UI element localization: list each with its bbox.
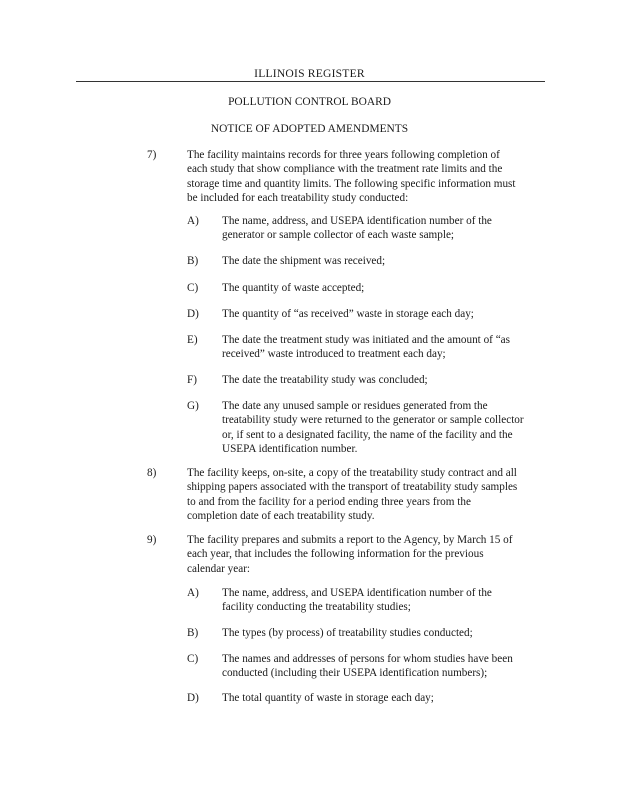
subitem-line: received” waste introduced to treatment each day; (222, 348, 446, 361)
subitem-line: generator or sample collector of each waste sample; (222, 229, 455, 242)
paragraph-line: shipping papers associated with the transport of treatability study samples (187, 481, 518, 494)
subitem-line: conducted (including their USEPA identification numbers); (222, 667, 488, 680)
paragraph-line: storage time and quantity limits. The following specific information must (187, 177, 516, 190)
subitem-line: The quantity of “as received” waste in storage each day; (222, 308, 474, 320)
notice-title: NOTICE OF ADOPTED AMENDMENTS (210, 123, 409, 135)
subitem-text (222, 373, 428, 387)
subitem-line: treatability study were returned to the generator or sample collector (222, 414, 524, 427)
subitem-line: The types (by process) of treatability studies conducted; (222, 627, 473, 639)
paragraph-line: calendar year: (187, 562, 251, 575)
item-number: 8) (147, 467, 157, 479)
subitem-text (222, 307, 474, 321)
subitem-text (222, 691, 434, 705)
subitem-line: The total quantity of waste in storage each day; (222, 692, 434, 704)
subitem-label: B) (187, 627, 199, 639)
subitem-line: USEPA identification number. (222, 443, 358, 456)
paragraph-line: to and from the facility for a period ending three years from the (187, 495, 471, 508)
paragraph-line: each year, that includes the following information for the previous (187, 548, 484, 561)
board-title: POLLUTION CONTROL BOARD (228, 96, 391, 108)
subitem-label: G) (187, 400, 199, 412)
subitem-text (222, 281, 364, 295)
paragraph-line: The facility keeps, on-site, a copy of the treatability study contract and all (187, 467, 517, 479)
subitem-line: The date the shipment was received; (222, 255, 386, 267)
paragraph-line: be included for each treatability study conducted: (187, 192, 409, 205)
subitem-text (222, 399, 524, 457)
subitem-line: The name, address, and USEPA identification number of the (222, 587, 492, 599)
item-paragraph (187, 148, 516, 206)
subitem-label: D) (187, 308, 199, 320)
subitem-line: facility conducting the treatability studies; (222, 601, 411, 614)
subitem-text (222, 214, 492, 243)
paragraph-line: The facility prepares and submits a report to the Agency, by March 15 of (187, 534, 513, 546)
subitem-text (222, 652, 513, 681)
subitem-text (222, 333, 510, 362)
subitem-label: E) (187, 334, 198, 346)
subitem-label: C) (187, 282, 199, 294)
subitem-label: F) (187, 374, 197, 386)
subitem-line: or, if sent to a designated facility, the name of the facility and the (222, 428, 513, 441)
subitem-text (222, 254, 385, 268)
item-paragraph (187, 466, 517, 524)
subitem-text (222, 586, 492, 615)
item-number: 7) (147, 149, 157, 161)
subitem-label: D) (187, 692, 199, 704)
header-rule (76, 81, 545, 82)
subitem-label: C) (187, 653, 199, 665)
subitem-text (222, 626, 473, 640)
subitem-line: The names and addresses of persons for whom studies have been (222, 653, 513, 665)
paragraph-line: each study that show compliance with the treatment rate limits and the (187, 163, 503, 176)
subitem-label: A) (187, 215, 199, 227)
subitem-label: A) (187, 587, 199, 599)
paragraph-line: The facility maintains records for three years following completion of (187, 149, 500, 161)
paragraph-line: completion date of each treatability study. (187, 510, 375, 523)
subitem-label: B) (187, 255, 199, 267)
subitem-line: The name, address, and USEPA identification number of the (222, 215, 492, 227)
item-number: 9) (147, 534, 157, 546)
item-paragraph (187, 533, 512, 576)
subitem-line: The quantity of waste accepted; (222, 282, 365, 294)
register-title: ILLINOIS REGISTER (254, 67, 365, 80)
subitem-line: The date any unused sample or residues generated from the (222, 400, 488, 412)
subitem-line: The date the treatability study was concluded; (222, 374, 428, 386)
subitem-line: The date the treatment study was initiated and the amount of “as (222, 334, 510, 346)
